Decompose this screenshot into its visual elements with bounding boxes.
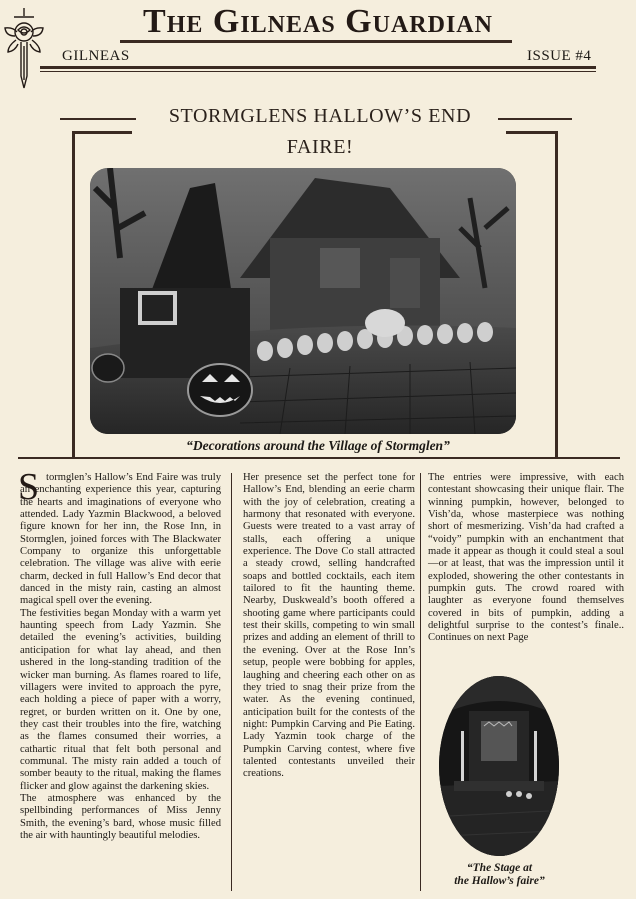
frame-left [72,131,75,459]
stage-photo [439,676,559,856]
masthead-rule-top [120,40,512,43]
article-col1-paragraph-2: The festivities began Monday with a warm yet haunting speech from Lady Yazmin. She detailed the evening’s activities, building anticipation for what lay ahead, and then ushered in the long-standing tradition of the wicker man burning. As flames roared to life, villagers were invited to approach the pyre, each holding a piece of paper with a worry, regret, or burden written on it. One by one, they cast their troubles into the fire, watching as the flames consumed their worries, a cathartic ritual that felt both personal and communal. The misty rain added a touch of somber beauty to the ritual, making the flames flicker and glow against the darkening skies. [20,607,221,792]
headline-rule-right [498,118,572,120]
stage-scene-illustration [439,676,559,856]
main-photo [90,168,516,434]
masthead-rule-bottom [40,66,596,69]
headline-rule-left [60,118,136,120]
article-col1-paragraph-3: The atmosphere was enhanced by the spellbinding performances of Miss Jenny Smith, the evening’s bard, whose music filled the air with hauntingly beautiful melodies. [20,792,221,841]
masthead-rule-bottom-thin [40,71,596,72]
article-column-2 [243,472,415,781]
article-col1-paragraph-1: tormglen’s Hallow’s End Faire was truly an enchanting experience this year, capturing the hearts and imaginations of everyone who attended. Lady Yazmin Blackwood, a beloved figure known for her inn, the Rose Inn, in Stormglen, joined forces with The Blackwater Company to organize this unforgettable celebration. The village was alive with eerie charm, decked in full Hallow’s End decor that danced in the misty rain, casting an almost magical spell over the evening. [20,472,221,607]
masthead-region: GILNEAS [62,48,130,64]
article-column-3 [428,472,624,645]
article-column-1 [20,472,221,842]
main-photo-caption: “Decorations around the Village of Stormglen” [186,438,450,453]
stage-caption-line-2: the Hallow’s faire” [454,875,545,887]
article-col3-paragraph-1: The entries were impressive, with each contestant showcasing their unique flair. The winning pumpkin, however, belonged to Vish’da, whose masterpiece was nothing short of mesmerizing. Vish’da had crafted a “voidy” pumpkin with an enchantment that made it appear as though it could steal a soul—or at least, that was the impression until it exploded, showering the other contestants in pumpkin guts. The crowd roared with laughter as everyone found themselves covered in bits of pumpkin, adding a delightful surprise to the contest’s finale.. Continues on next Page [428,472,624,644]
stage-caption-line-1: “The Stage at [466,862,533,874]
rose-dagger-emblem-icon [2,6,46,92]
frame-right [555,131,558,459]
masthead-title: The Gilneas Guardian [143,3,493,40]
headline: STORMGLENS HALLOW’S END FAIRE! [168,105,472,158]
column-divider-2 [420,473,421,891]
article-col2-paragraph-1: Her presence set the perfect tone for Hallow’s End, blending an eerie charm with the joy of celebration, creating a harmony that resonated with everyone. Guests were treated to a vast array of stalls, each offering a unique experience. The Dove Co stall attracted a steady crowd, selling handcrafted soaps and bottled cocktails, each item tailored to fit the haunting theme. Nearby, Duskweald’s booth offered a shooting game where participants could test their skills, competing to win small prizes and adding an element of thrill to the evening. Over at the Rose Inn’s setup, people were bobbing for apples, laughing and cheering each other on as they tried to snag their prize from the water. As the evening continued, anticipation built for the contests of the night: Pumpkin Carving and Pie Eating. Lady Yazmin took charge of the Pumpkin Carving contest, where five talented contestants unveiled their creations. [243,472,415,780]
stage-photo-caption [433,862,566,888]
frame-top-right [506,131,558,134]
masthead-issue: ISSUE #4 [527,48,592,64]
column-divider-1 [231,473,232,891]
frame-bottom [18,457,620,459]
frame-top-left [72,131,132,134]
village-scene-illustration [90,168,516,434]
drop-cap: S [18,466,40,508]
